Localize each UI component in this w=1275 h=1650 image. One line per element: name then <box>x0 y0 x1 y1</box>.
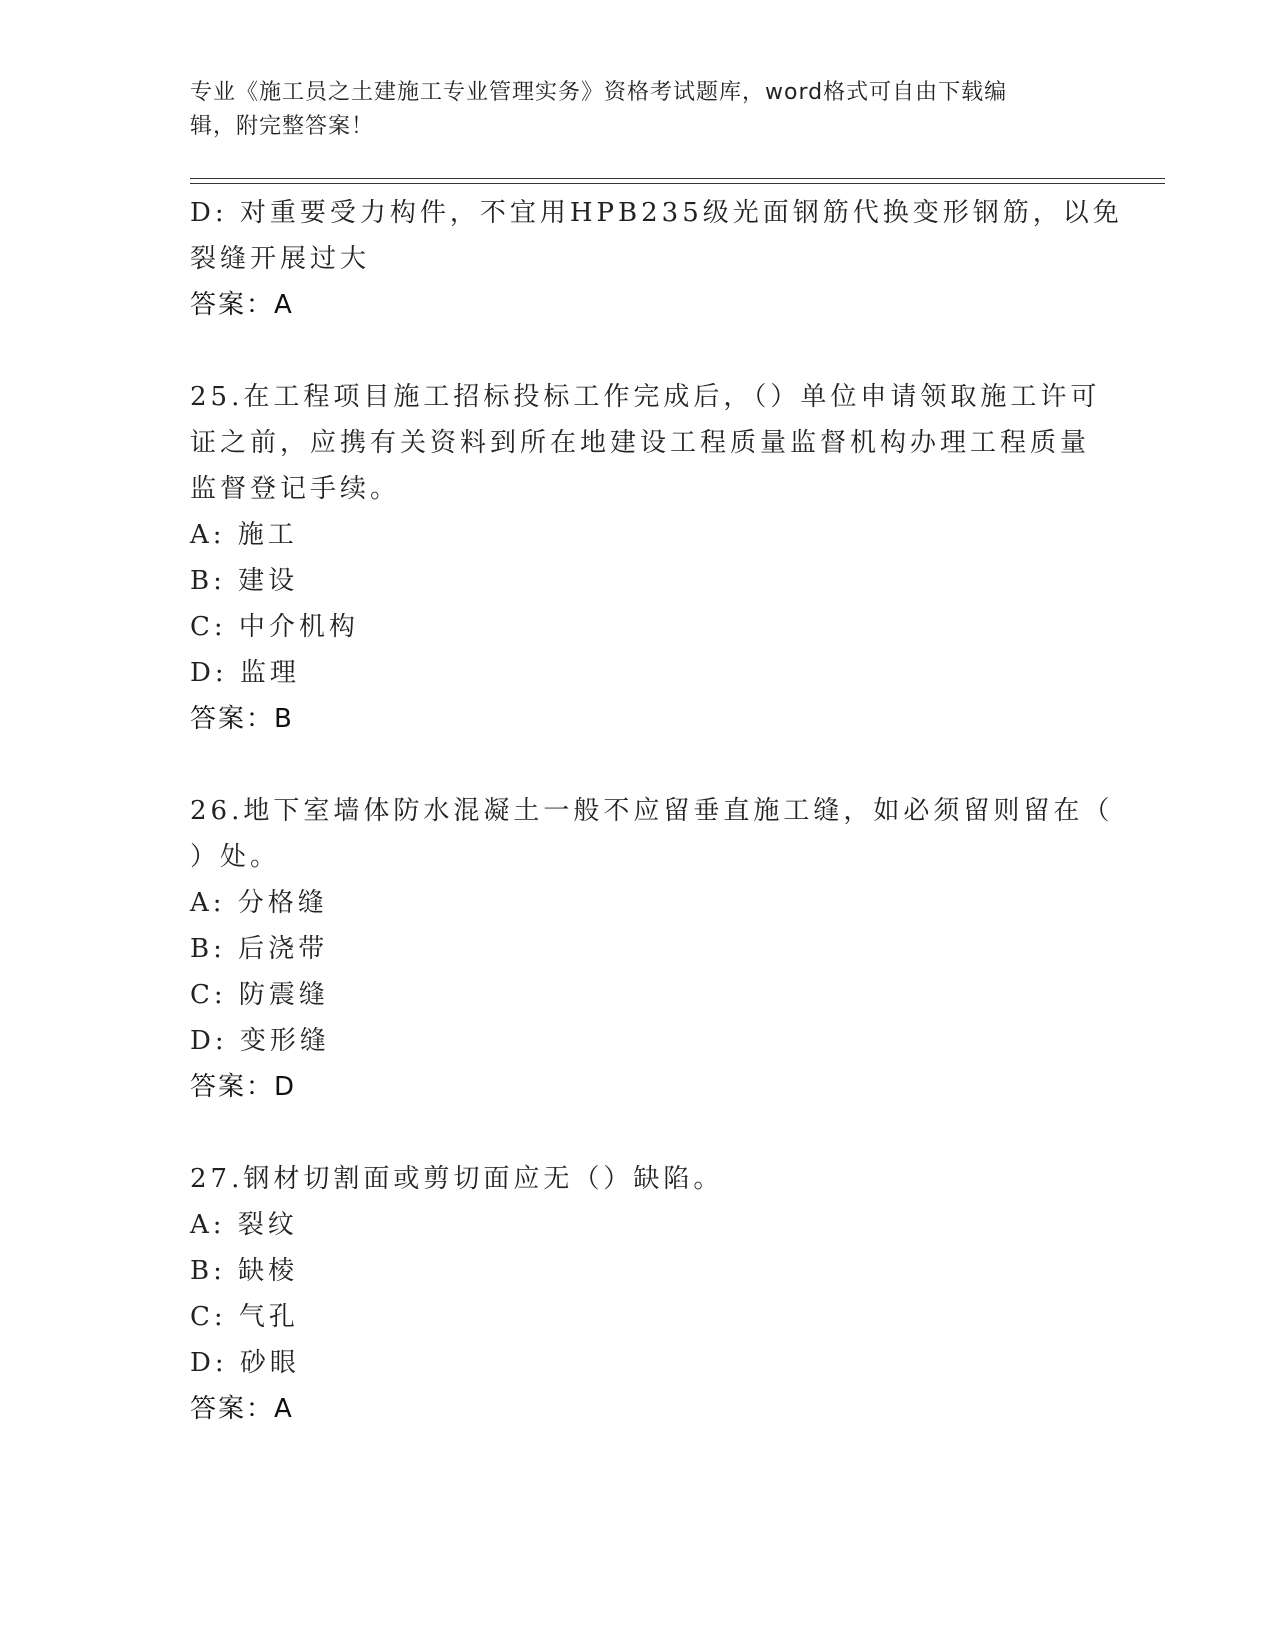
option-a: A: 分格缝 <box>190 888 328 918</box>
option-b: B: 建设 <box>190 566 299 596</box>
spacer <box>190 1110 1090 1156</box>
question-27 <box>190 1156 1090 1432</box>
option-b: B: 缺棱 <box>190 1256 299 1286</box>
answer-line: 答案：A <box>190 1394 294 1424</box>
option-d: D: 变形缝 <box>190 1026 330 1056</box>
header-line-2: 辑，附完整答案！ <box>190 114 375 139</box>
option-c: C: 防震缝 <box>190 980 329 1010</box>
question-stem-line: 27.钢材切割面或剪切面应无（）缺陷。 <box>190 1164 724 1194</box>
answer-line: 答案：B <box>190 704 294 734</box>
spacer <box>190 328 1090 374</box>
spacer <box>190 742 1090 788</box>
question-26 <box>190 788 1114 1110</box>
answer-line: 答案：D <box>190 1072 297 1102</box>
question-25 <box>190 374 1101 742</box>
option-c: C: 中介机构 <box>190 612 359 642</box>
option-d-line-1: D: 对重要受力构件，不宜用HPB235级光面钢筋代换变形钢筋，以免 <box>190 198 1123 228</box>
option-d: D: 砂眼 <box>190 1348 300 1378</box>
question-stem-line: 26.地下室墙体防水混凝土一般不应留垂直施工缝，如必须留则留在（ <box>190 796 1114 826</box>
option-b: B: 后浇带 <box>190 934 329 964</box>
header-divider <box>190 178 1165 179</box>
option-c: C: 气孔 <box>190 1302 299 1332</box>
header-divider-second <box>190 183 1165 184</box>
answer-line: 答案：A <box>190 290 294 320</box>
option-a: A: 裂纹 <box>190 1210 298 1240</box>
question-stem-line: 25.在工程项目施工招标投标工作完成后，（）单位申请领取施工许可 <box>190 382 1101 412</box>
option-d-line-2: 裂缝开展过大 <box>190 244 371 274</box>
header-line-1: 专业《施工员之土建施工专业管理实务》资格考试题库，word格式可自由下载编 <box>190 80 1008 105</box>
document-body <box>190 190 1123 1432</box>
question-stem-line: ）处。 <box>190 842 281 872</box>
question-stem-line: 证之前，应携有关资料到所在地建设工程质量监督机构办理工程质量 <box>190 428 1091 458</box>
question-stem-line: 监督登记手续。 <box>190 474 401 504</box>
document-header <box>190 76 1090 144</box>
option-d: D: 监理 <box>190 658 300 688</box>
option-a: A: 施工 <box>190 520 298 550</box>
